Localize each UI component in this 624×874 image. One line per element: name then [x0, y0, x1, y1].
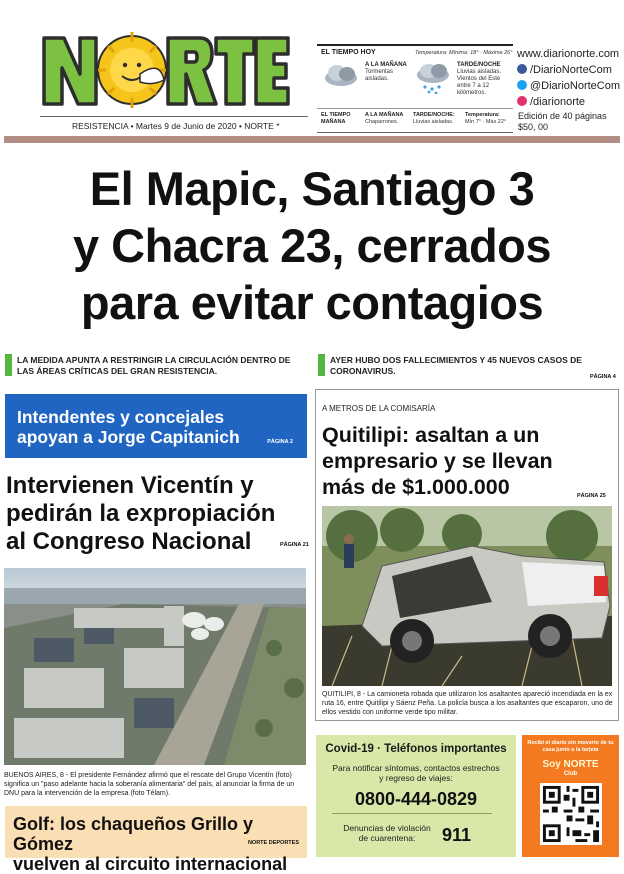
- story-golf[interactable]: [5, 806, 307, 874]
- story-quitilipi-kicker: A METROS DE LA COMISARÍA: [322, 404, 436, 413]
- story-intendentes-line-1: Intendentes y concejales: [17, 407, 225, 427]
- ad-brand: Soy NORTE: [542, 759, 599, 770]
- edition-pages: Edición de 40 páginas: [518, 111, 607, 121]
- masthead-band: [4, 136, 620, 143]
- instagram-icon: [517, 96, 527, 106]
- story-golf-section: NORTE DEPORTES: [247, 840, 299, 846]
- weather-evening-label: TARDE/NOCHE: [457, 62, 501, 68]
- main-headline[interactable]: [0, 160, 624, 331]
- story-quitilipi-line-1: Quitilipi: asaltan a un: [322, 423, 540, 447]
- facebook-handle: /DiarioNorteCom: [530, 64, 612, 76]
- facebook-link[interactable]: [517, 62, 624, 78]
- weather-tomorrow-morning-desc: Chaparrones.: [365, 119, 399, 125]
- twitter-icon: [517, 80, 527, 90]
- masthead-rule: [40, 116, 308, 117]
- weather-morning-desc: Tormentas aisladas.: [365, 69, 394, 82]
- sun-icon: [98, 32, 166, 108]
- story-intendentes-page: PÁGINA 2: [267, 439, 293, 445]
- subhead-right-marker: [318, 354, 325, 376]
- cloud-rain-icon: [415, 62, 451, 94]
- twitter-link[interactable]: [517, 78, 624, 94]
- vicentin-caption: BUENOS AIRES, 8 - El presidente Fernández afirmó que el rescate del Grupo Vicentín (foto) significa un "paso adelante hacia la soberanía alimentaria" del país, al anunciar la firma de un DNU para la intervención de la empresa (foto Télam).: [4, 772, 295, 797]
- cloud-storm-icon: [323, 62, 359, 88]
- story-vicentin-line-1: Intervienen Vicentín y: [6, 472, 254, 499]
- vicentin-aerial-photo[interactable]: [4, 568, 306, 765]
- ad-sub: Club: [563, 771, 578, 777]
- covid-report-text: Denuncias de violación de cuarentena:: [343, 823, 431, 843]
- quitilipi-caption: QUITILIPI, 8 - La camioneta robada que utilizaron los asaltantes apareció incendiada en la ex ruta 16, entre Quitilipi y Sáenz Peña. La policía busca a los asaltantes que escaparon, uno de ellos vestido con uniforme verde tipo militar.: [322, 691, 613, 716]
- instagram-handle: /diarionorte: [530, 96, 586, 108]
- weather-tomorrow-temps: Mín 7° · Máx 22°: [465, 119, 507, 125]
- story-intendentes-title: [17, 407, 240, 447]
- norte-logo: [40, 30, 290, 110]
- soy-norte-club-ad[interactable]: [522, 735, 619, 857]
- story-quitilipi-title[interactable]: [322, 422, 553, 500]
- covid-notify-phone[interactable]: 0800-444-0829: [354, 789, 478, 809]
- dateline: RESISTENCIA • Martes 9 de Junio de 2020 • NORTE *: [72, 121, 280, 131]
- weather-box: [317, 44, 513, 133]
- weather-morning-label: A LA MAÑANA: [365, 62, 407, 68]
- weather-tomorrow-temps-label: Temperatura:: [465, 112, 500, 118]
- website-link[interactable]: www.diarionorte.com: [517, 48, 620, 60]
- subhead-right: AYER HUBO DOS FALLECIMIENTOS Y 45 NUEVOS CASOS DE CORONAVIRUS.: [330, 355, 582, 376]
- story-quitilipi-line-2: empresario y se llevan: [322, 449, 553, 473]
- story-intendentes[interactable]: [5, 394, 307, 458]
- covid-notify-text: Para notificar síntomas, contactos estrechos y regreso de viajes:: [332, 763, 500, 783]
- ad-text: Recibí el diario sin moverte de tu casa junto a la tarjeta: [527, 740, 614, 753]
- story-golf-line-2: vuelven al circuito internacional: [13, 854, 288, 874]
- qr-code-icon[interactable]: [540, 783, 602, 845]
- story-vicentin-line-2: pedirán la expropiación: [6, 500, 276, 527]
- instagram-link[interactable]: [517, 94, 624, 110]
- weather-title: EL TIEMPO HOY: [321, 49, 376, 56]
- weather-tomorrow-evening-desc: Lluvias aisladas.: [413, 119, 454, 125]
- covid-title: Covid-19 · Teléfonos importantes: [325, 743, 507, 755]
- weather-tomorrow-label: EL TIEMPO MAÑANA: [321, 112, 351, 125]
- covid-report-phone[interactable]: 911: [442, 825, 472, 845]
- weather-evening-desc: Lluvias aisladas. Vientos del Este entre 7 a 12 kilómetros.: [457, 69, 502, 96]
- story-intendentes-line-2: apoyan a Jorge Capitanich: [17, 427, 240, 447]
- weather-temps: Temperatura: Mínima: 18° · Máxima 26°: [415, 50, 513, 56]
- headline-line-3: para evitar contagios: [80, 276, 544, 329]
- weather-tomorrow-evening-label: TARDE/NOCHE:: [413, 112, 455, 118]
- subhead-right-page: PÁGINA 4: [590, 374, 616, 380]
- headline-line-1: El Mapic, Santiago 3: [89, 162, 535, 215]
- story-golf-line-1: Golf: los chaqueños Grillo y Gómez: [13, 814, 254, 854]
- covid-phones-box: [316, 735, 516, 857]
- story-vicentin-line-3: al Congreso Nacional: [6, 528, 252, 555]
- edition-info: [518, 111, 607, 133]
- subhead-left-marker: [5, 354, 12, 376]
- facebook-icon: [517, 64, 527, 74]
- edition-price: $50, 00: [518, 122, 549, 132]
- story-vicentin-title[interactable]: [6, 472, 275, 556]
- headline-line-2: y Chacra 23, cerrados: [72, 219, 552, 272]
- social-links: [517, 46, 624, 110]
- subhead-left: LA MEDIDA APUNTA A RESTRINGIR LA CIRCULACIÓN DENTRO DE LAS ÁREAS CRÍTICAS DEL GRAN RESISTENCIA.: [17, 355, 291, 376]
- story-quitilipi-line-3: más de $1.000.000: [322, 475, 510, 499]
- weather-tomorrow-morning-label: A LA MAÑANA: [365, 112, 404, 118]
- weather-divider: [317, 108, 513, 109]
- covid-divider: [332, 813, 492, 814]
- twitter-handle: @DiarioNorteCom: [530, 80, 621, 92]
- story-quitilipi-page: PÁGINA 25: [577, 493, 606, 499]
- story-vicentin-page: PÁGINA 21: [280, 542, 309, 548]
- burned-truck-photo[interactable]: [322, 506, 612, 686]
